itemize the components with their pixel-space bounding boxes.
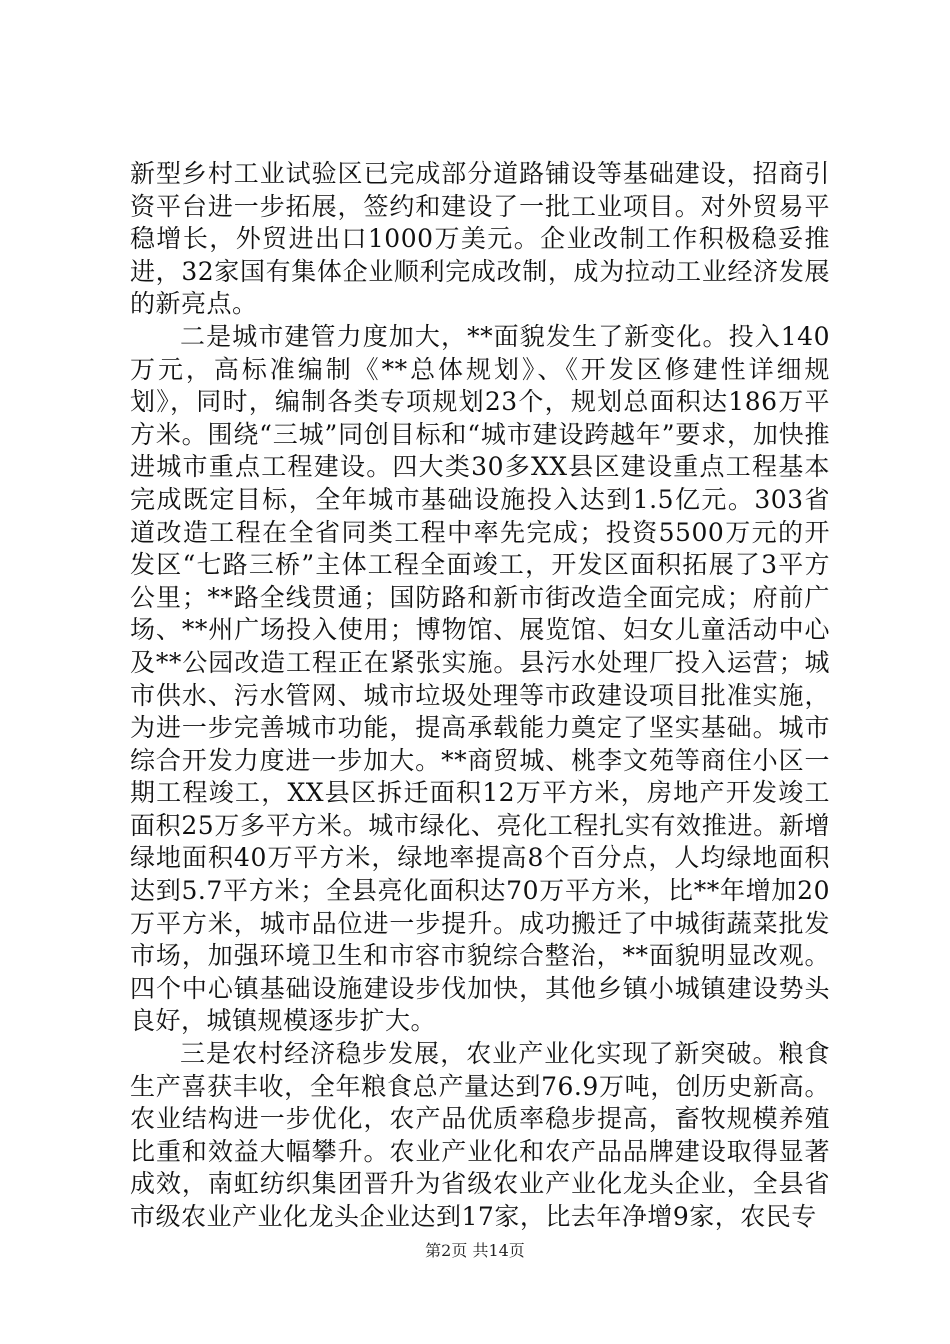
paragraph-continuation: 新型乡村工业试验区已完成部分道路铺设等基础建设，招商引资平台进一步拓展，签约和建设了一批工业项目。对外贸易平稳增长，外贸进出口1000万美元。企业改制工作积极稳妥推进，32家国有集体企业顺利完成改制，成为拉动工业经济发展的新亮点。: [130, 159, 830, 319]
document-body: [130, 158, 830, 1234]
page-number-footer: 第2页 共14页: [425, 1241, 525, 1260]
paragraph-rural-economy: 三是农村经济稳步发展，农业产业化实现了新突破。粮食生产喜获丰收，全年粮食总产量达到76.9万吨，创历史新高。农业结构进一步优化，农产品优质率稳步提高，畜牧规模养殖比重和效益大幅攀升。农业产业化和农产品品牌建设取得显著成效，南虹纺织集团晋升为省级农业产业化龙头企业，全县省市级农业产业化龙头企业达到17家，比去年净增9家，农民专: [130, 1039, 830, 1231]
paragraph-urban-construction: 二是城市建管力度加大，**面貌发生了新变化。投入140万元，高标准编制《**总体规划》、《开发区修建性详细规划》，同时，编制各类专项规划23个，规划总面积达186万平方米。围绕“三城”同创目标和“城市建设跨越年”要求，加快推进城市重点工程建设。四大类30多XX县区建设重点工程基本完成既定目标，全年城市基础设施投入达到1.5亿元。303省道改造工程在全省同类工程中率先完成；投资5500万元的开发区“七路三桥”主体工程全面竣工，开发区面积拓展了3平方公里；**路全线贯通；国防路和新市街改造全面完成；府前广场、**州广场投入使用；博物馆、展览馆、妇女儿童活动中心及**公园改造工程正在紧张实施。县污水处理厂投入运营；城市供水、污水管网、城市垃圾处理等市政建设项目批准实施，为进一步完善城市功能，提高承载能力奠定了坚实基础。城市综合开发力度进一步加大。**商贸城、桃李文苑等商住小区一期工程竣工，XX县区拆迁面积12万平方米，房地产开发竣工面积25万多平方米。城市绿化、亮化工程扎实有效推进。新增绿地面积40万平方米，绿地率提高8个百分点，人均绿地面积达到5.7平方米；全县亮化面积达70万平方米，比**年增加20万平方米，城市品位进一步提升。成功搬迁了中城街蔬菜批发市场，加强环境卫生和市容市貌综合整治，**面貌明显改观。四个中心镇基础设施建设步伐加快，其他乡镇小城镇建设势头良好，城镇规模逐步扩大。: [130, 321, 830, 1036]
